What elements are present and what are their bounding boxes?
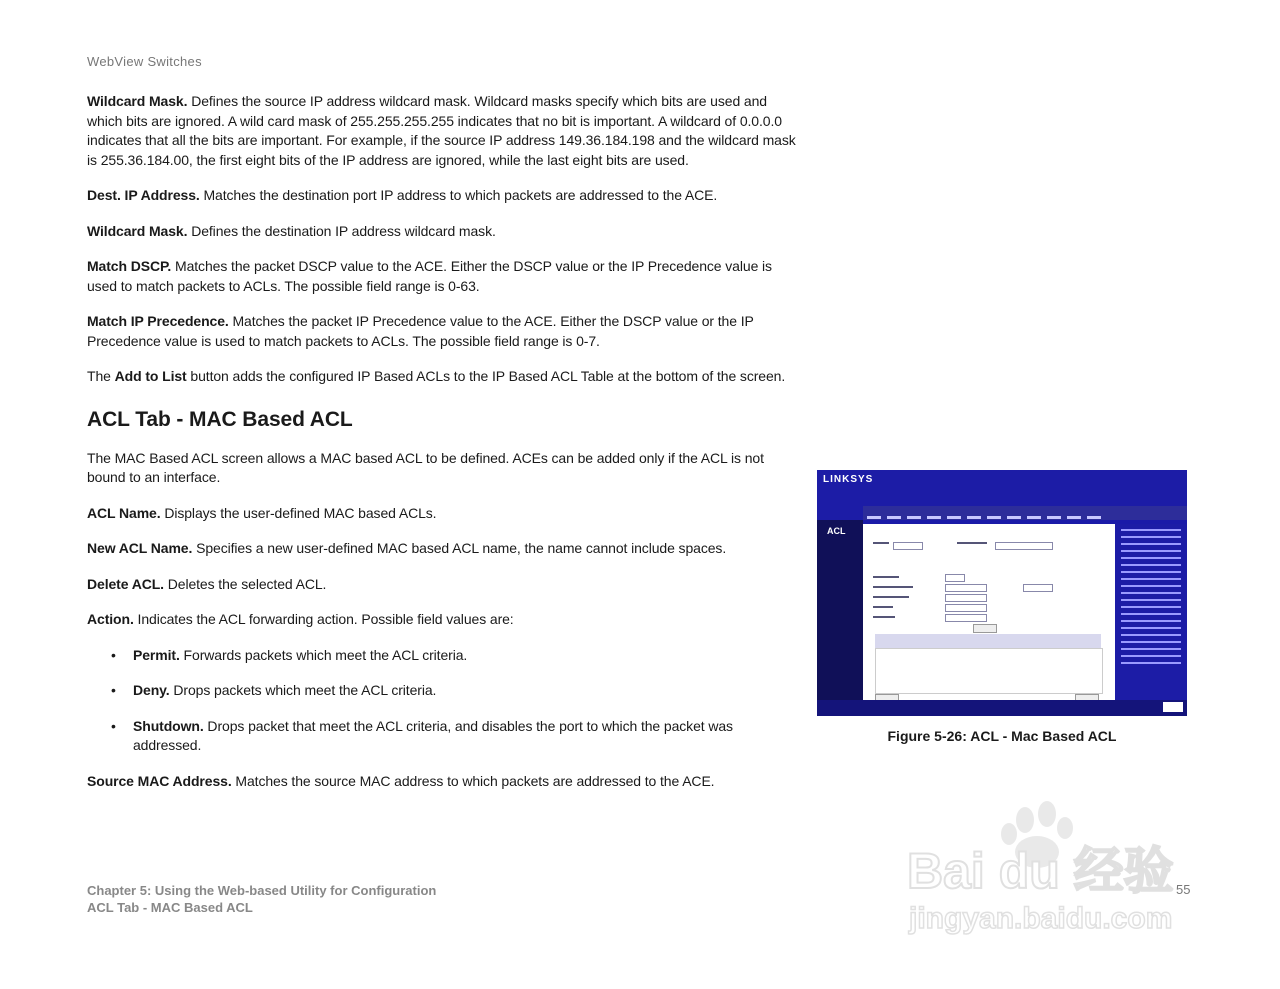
figure-screenshot <box>817 470 1187 716</box>
term: Permit. <box>133 646 180 663</box>
term: Delete ACL. <box>87 575 164 592</box>
definition: Forwards packets which meet the ACL criteria. <box>179 646 468 663</box>
definition: Matches the packet DSCP value to the ACE. Either the DSCP value or the IP Precedence value is used to match packets to ACLs. The possible field range is 0-63. <box>87 258 772 294</box>
paragraph-delete-acl <box>87 575 797 595</box>
definition: button adds the configured IP Based ACLs to the IP Based ACL Table at the bottom of the screen. <box>186 368 786 384</box>
bullet-icon: • <box>111 717 116 734</box>
definition: Defines the destination IP address wildcard mask. <box>187 222 496 239</box>
term: Source MAC Address. <box>87 772 232 789</box>
running-header: WebView Switches <box>87 54 202 69</box>
term: Match IP Precedence. <box>87 313 229 329</box>
figure-nav-bar <box>863 506 1187 520</box>
bullet-icon: • <box>111 646 116 663</box>
figure-label <box>957 542 987 544</box>
paragraph-acl-name <box>87 504 797 524</box>
document-body <box>87 92 797 807</box>
paragraph-new-acl-name <box>87 539 797 559</box>
paragraph-add-to-list <box>87 367 797 387</box>
definition: Defines the source IP address wildcard mask. Wildcard masks specify which bits are used and which bits are ignored. A wild card mask of 255.255.255.255 indicates that no bit is important. A wildcard of 0.0.0.0 indicates that all the bits are important. For example, if the source IP address 149.36.184.198 and the wildcard mask is 255.36.184.00, the first eight bits of the IP address are ignored, while the last eight bits are used. <box>87 93 796 168</box>
footer-section: ACL Tab - MAC Based ACL <box>87 900 253 915</box>
term: Wildcard Mask. <box>87 93 188 109</box>
paragraph-wildcard-dest <box>87 222 797 242</box>
definition: Drops packet that meet the ACL criteria, and disables the port to which the packet was addressed. <box>133 717 733 753</box>
figure-label <box>873 606 893 608</box>
figure-field <box>1023 584 1053 592</box>
figure-table-body <box>875 648 1103 694</box>
figure-label <box>873 542 889 544</box>
list-item <box>87 681 797 701</box>
figure-main-panel <box>863 524 1115 700</box>
figure-field <box>945 604 987 612</box>
figure-help-panel <box>1115 524 1187 700</box>
linksys-logo: LINKSYS <box>823 474 874 485</box>
term: Add to List <box>114 368 187 384</box>
list-item <box>87 717 797 756</box>
figure-field <box>945 614 987 622</box>
section-heading: ACL Tab - MAC Based ACL <box>87 407 353 431</box>
figure-field <box>945 574 965 582</box>
term: Dest. IP Address. <box>87 187 200 203</box>
definition: Matches the destination port IP address to which packets are addressed to the ACE. <box>199 187 718 203</box>
watermark-text: Bai du 经验 <box>907 843 1174 899</box>
definition: Indicates the ACL forwarding action. Possible field values are: <box>133 611 514 627</box>
term: Match DSCP. <box>87 258 172 274</box>
term: Deny. <box>133 682 170 698</box>
definition: Displays the user-defined MAC based ACLs. <box>160 504 437 521</box>
cisco-logo-icon <box>1163 702 1183 712</box>
paragraph-wildcard-source <box>87 92 797 170</box>
figure-footer-bar <box>817 700 1187 716</box>
figure-add-button <box>973 624 997 633</box>
footer-chapter: Chapter 5: Using the Web-based Utility for Configuration <box>87 883 437 898</box>
definition: Deletes the selected ACL. <box>163 575 327 592</box>
definition: Specifies a new user-defined MAC based ACL name, the name cannot include spaces. <box>192 540 727 556</box>
paragraph-match-ip-precedence <box>87 312 797 351</box>
section-intro: The MAC Based ACL screen allows a MAC based ACL to be defined. ACEs can be added only if the ACL is not bound to an interface. <box>87 449 764 485</box>
figure-field <box>945 594 987 602</box>
figure-table-header <box>875 634 1101 648</box>
term: Wildcard Mask. <box>87 222 188 239</box>
paragraph-dest-ip <box>87 186 797 206</box>
term: New ACL Name. <box>87 540 193 556</box>
figure-label <box>873 616 895 618</box>
paragraph-match-dscp <box>87 257 797 296</box>
figure-field <box>945 584 987 592</box>
definition: Matches the source MAC address to which packets are addressed to the ACE. <box>231 772 715 789</box>
figure-caption: Figure 5-26: ACL - Mac Based ACL <box>887 728 1117 744</box>
paragraph-source-mac <box>87 772 797 792</box>
paragraph-action <box>87 610 797 630</box>
list-item <box>87 646 797 666</box>
page-number: 55 <box>1176 882 1191 897</box>
page-footer <box>87 882 436 916</box>
definition: Drops packets which meet the ACL criteria. <box>169 682 437 698</box>
definition: Matches the packet IP Precedence value to the ACE. Either the DSCP value or the IP Precedence value is used to match packets to ACLs. The possible field range is 0-7. <box>87 313 754 349</box>
figure-field <box>893 542 923 550</box>
baidu-watermark-icon <box>905 800 1205 940</box>
figure-sidebar <box>817 520 863 716</box>
figure-label <box>873 576 899 578</box>
figure-label <box>873 586 913 588</box>
action-values-list <box>87 646 797 756</box>
term: Action. <box>87 611 134 627</box>
figure-label <box>873 596 909 598</box>
watermark-url: jingyan.baidu.com <box>909 902 1173 935</box>
figure-side-label: ACL <box>827 526 846 536</box>
term: Shutdown. <box>133 717 204 734</box>
bullet-icon: • <box>111 682 116 698</box>
term: ACL Name. <box>87 504 161 521</box>
prefix: The <box>87 368 115 384</box>
figure-field <box>995 542 1053 550</box>
